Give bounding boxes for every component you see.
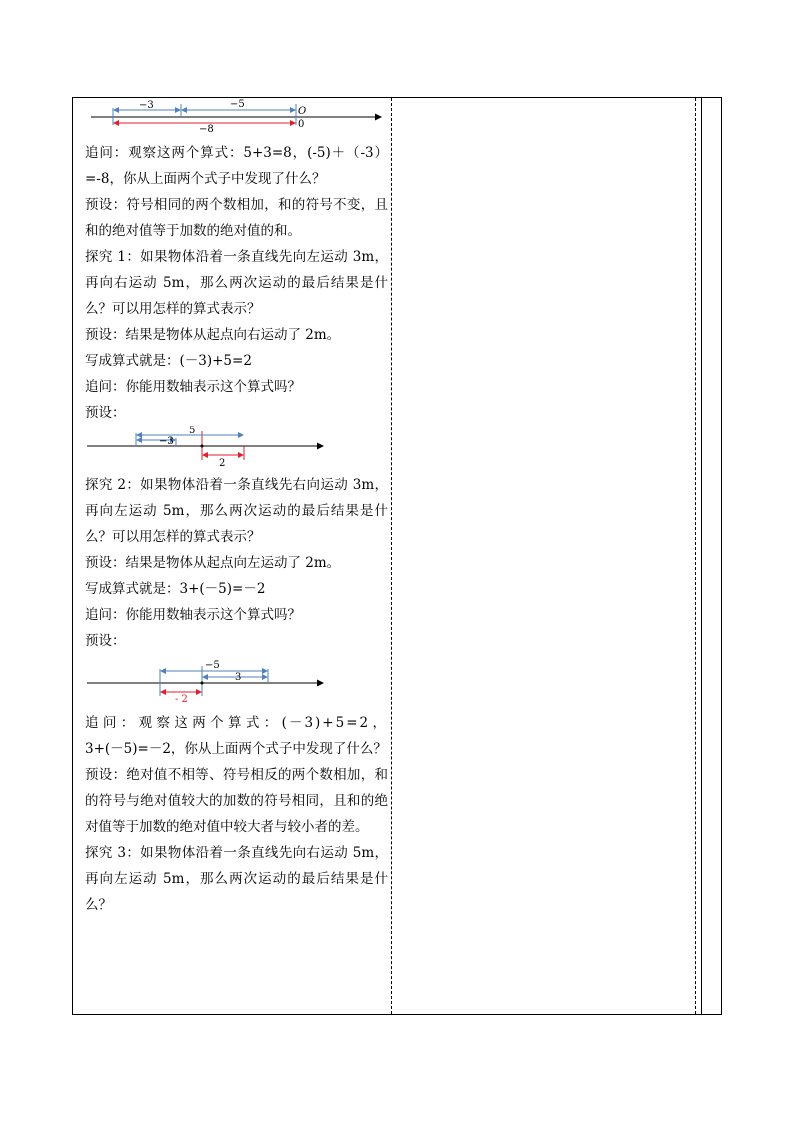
label-minus3: −3 — [159, 436, 174, 447]
paragraph-10: 写成算式就是：3+(－5)=－2 — [85, 581, 266, 597]
paragraph-9: 预设：结果是物体从起点向左运动了 2m。 — [85, 555, 341, 571]
origin-letter: O — [298, 106, 307, 117]
number-line-diagram-1 — [85, 98, 388, 136]
origin-zero: 0 — [298, 119, 305, 130]
label-minus5: −5 — [230, 99, 245, 110]
number-line-diagram-3 — [85, 654, 388, 704]
paragraph-6: 追问：你能用数轴表示这个算式吗？ — [85, 379, 301, 395]
paragraph-11: 追问：你能用数轴表示这个算式吗？ — [85, 607, 301, 623]
teaching-content-cell — [85, 98, 388, 918]
label-2: 2 — [219, 458, 226, 468]
paragraph-1: 追问：观察这两个算式：5+3=8，(-5)＋（-3）=-8，你从上面两个式子中发现了什么？ — [85, 145, 388, 187]
paragraph-13a: 追问：观察这两个算式：(－3)+5=2， — [85, 715, 388, 731]
column-divider-2 — [695, 98, 696, 1014]
origin-dot — [201, 682, 204, 685]
paragraph-8: 探究 2：如果物体沿着一条直线先右向运动 3m，再向左运动 5m，那么两次运动的最后结果是什么？可以用怎样的算式表示？ — [85, 477, 388, 545]
label-minus5: −5 — [205, 660, 220, 671]
paragraph-7: 预设： — [85, 405, 126, 421]
column-divider-3 — [701, 98, 702, 1014]
column-divider-1 — [391, 98, 392, 1014]
paragraph-12: 预设： — [85, 633, 126, 649]
number-line-diagram-2 — [85, 426, 388, 468]
paragraph-14: 预设：绝对值不相等、符号相反的两个数相加，和的符号与绝对值较大的加数的符号相同，且和的绝对值等于加数的绝对值中较大者与较小者的差。 — [85, 767, 388, 835]
paragraph-5: 写成算式就是：(－3)+5=2 — [85, 353, 252, 369]
paragraph-4: 预设：结果是物体从起点向右运动了 2m。 — [85, 327, 341, 343]
label-minus8: −8 — [199, 124, 214, 135]
label-minus2: - 2 — [175, 694, 188, 704]
origin-dot — [201, 445, 204, 448]
paragraph-2: 预设：符号相同的两个数相加，和的符号不变，且和的绝对值等于加数的绝对值的和。 — [85, 197, 388, 239]
lesson-table — [72, 97, 722, 1015]
label-3: 3 — [235, 672, 242, 683]
paragraph-13b: 3+(－5)=－2，你从上面两个式子中发现了什么？ — [85, 741, 387, 757]
paragraph-15: 探究 3：如果物体沿着一条直线先向右运动 5m，再向左运动 5m，那么两次运动的最后结果是什么？ — [85, 845, 388, 913]
paragraph-3: 探究 1：如果物体沿着一条直线先向左运动 3m，再向右运动 5m，那么两次运动的最后结果是什么？可以用怎样的算式表示？ — [85, 249, 388, 317]
label-5: 5 — [189, 426, 196, 436]
label-minus3: −3 — [139, 100, 154, 111]
